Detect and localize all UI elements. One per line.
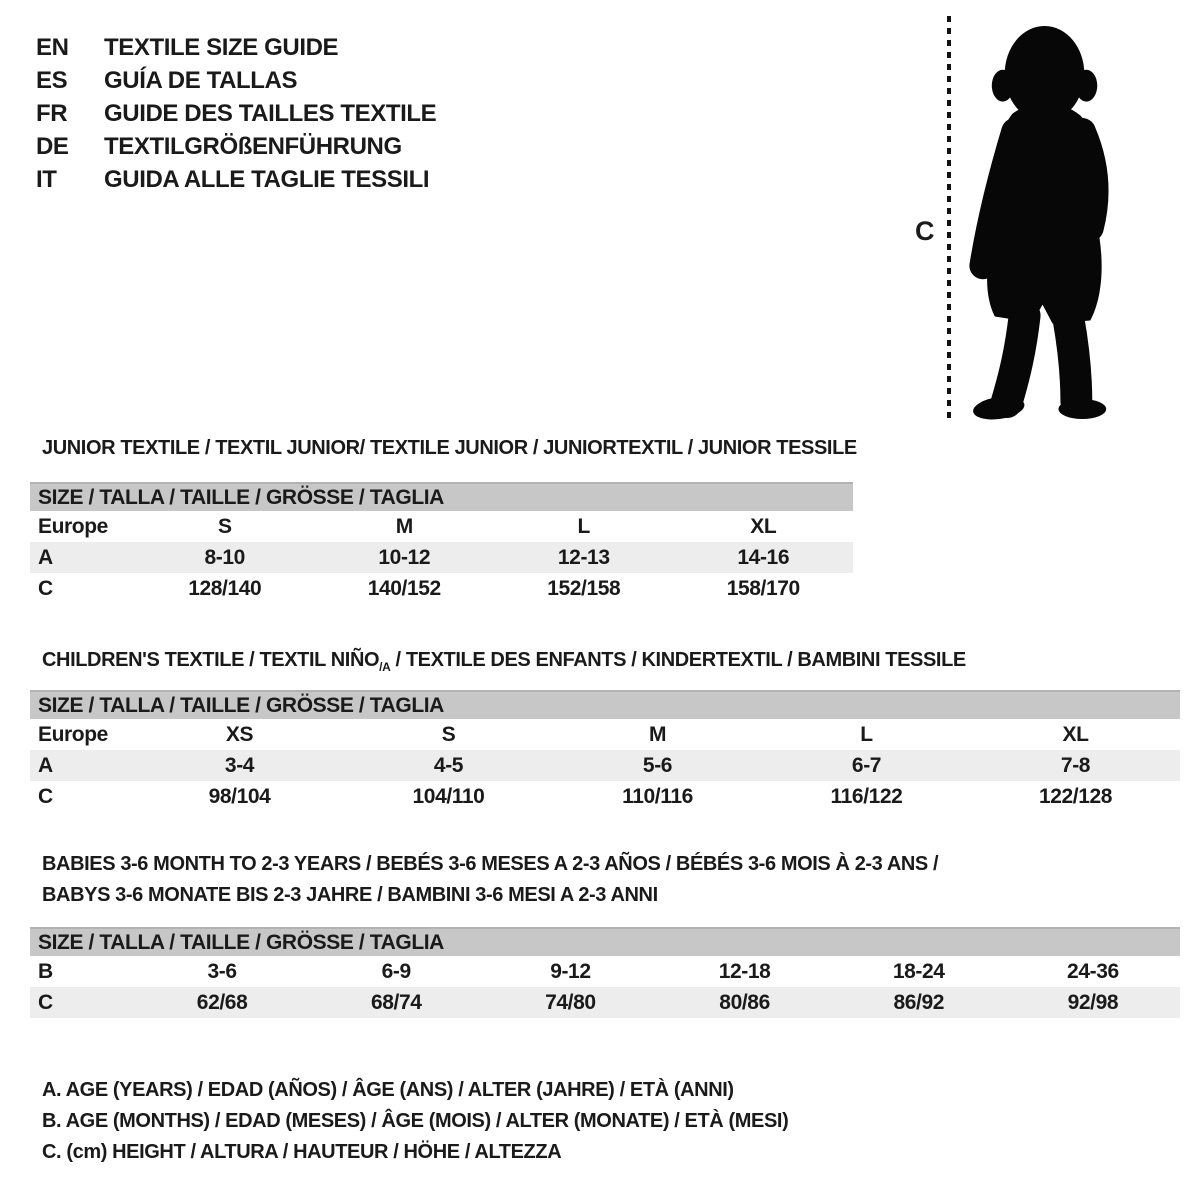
height-cell: 122/128 [1038,784,1113,808]
height-cell: 68/74 [370,990,422,1014]
toddler-silhouette-icon [962,22,1138,420]
table-row [30,956,1180,987]
table-row [30,511,853,542]
table-row [30,750,1180,781]
size-cell: L [860,722,873,746]
lang-code-it: IT [36,166,57,193]
table-row [30,719,1180,750]
age-cell: 14-16 [737,545,790,569]
row-label: C [38,784,53,808]
size-cell: XS [225,722,254,746]
age-cell: 10-12 [378,545,431,569]
row-label: C [38,576,53,600]
height-cell: 116/122 [830,784,903,808]
month-cell: 9-12 [550,959,591,983]
row-label: A [38,545,53,569]
age-cell: 12-13 [557,545,610,569]
table-row [30,781,1180,812]
children-title-part1: CHILDREN'S TEXTILE / TEXTIL NIÑO [42,649,380,671]
height-cell: 62/68 [196,990,248,1014]
height-measure-dashed-line [946,16,952,418]
children-title-part2: / TEXTILE DES ENFANTS / KINDERTEXTIL / BAMBINI TESSILE [390,649,966,671]
month-cell: 3-6 [207,959,237,983]
height-measure-label: C [915,216,935,246]
height-cell: 98/104 [208,784,271,808]
row-label: A [38,753,53,777]
children-size-header-band: SIZE / TALLA / TAILLE / GRÖSSE / TAGLIA [30,690,1180,719]
age-cell: 3-4 [224,753,255,777]
height-cell: 140/152 [367,576,441,600]
table-row [30,573,853,604]
age-cell: 4-5 [433,753,464,777]
lang-code-fr: FR [36,100,68,127]
legend-line-c: C. (cm) HEIGHT / ALTURA / HAUTEUR / HÖHE / ALTEZZA [42,1141,562,1163]
size-cell: M [648,722,667,746]
lang-code-en: EN [36,34,69,61]
size-cell: S [217,514,232,538]
size-cell: M [395,514,413,538]
month-cell: 24-36 [1067,959,1119,983]
lang-title-de: TEXTILGRÖßENFÜHRUNG [104,133,402,160]
height-cell: 74/80 [545,990,596,1014]
height-cell: 86/92 [893,990,945,1014]
babies-title-line2: BABYS 3-6 MONATE BIS 2-3 JAHRE / BAMBINI 3-6 MESI A 2-3 ANNI [42,884,658,906]
lang-title-en: TEXTILE SIZE GUIDE [104,34,339,61]
children-size-table [30,690,1180,812]
row-label: Europe [38,722,108,746]
lang-title-fr: GUIDE DES TAILLES TEXTILE [104,100,437,127]
height-cell: 80/86 [719,990,770,1014]
language-header [36,36,436,191]
babies-size-table [30,927,1180,1018]
row-label: Europe [38,514,108,538]
junior-size-table [30,482,853,604]
age-cell: 8-10 [204,545,245,569]
legend [42,1075,788,1168]
children-title-subscript: /A [379,660,391,674]
height-cell: 92/98 [1067,990,1119,1014]
legend-line-a: A. AGE (YEARS) / EDAD (AÑOS) / ÂGE (ANS) / ALTER (JAHRE) / ETÀ (ANNI) [42,1079,734,1101]
lang-code-es: ES [36,67,68,94]
row-label: B [38,959,53,983]
size-cell: XL [1062,722,1089,746]
age-cell: 7-8 [1060,753,1091,777]
age-cell: 5-6 [642,753,673,777]
height-cell: 110/116 [622,784,693,808]
month-cell: 6-9 [381,959,411,983]
row-label: C [38,990,53,1014]
size-cell: L [577,514,590,538]
month-cell: 18-24 [892,959,945,983]
height-cell: 104/110 [412,784,485,808]
junior-section-title: JUNIOR TEXTILE / TEXTIL JUNIOR/ TEXTILE JUNIOR / JUNIORTEXTIL / JUNIOR TESSILE [42,437,857,459]
lang-title-it: GUIDA ALLE TAGLIE TESSILI [104,166,430,193]
height-cell: 128/140 [188,576,262,600]
height-cell: 158/170 [726,576,800,600]
height-cell: 152/158 [547,576,621,600]
babies-size-header-band: SIZE / TALLA / TAILLE / GRÖSSE / TAGLIA [30,927,1180,956]
month-cell: 12-18 [718,959,771,983]
size-cell: XL [750,514,777,538]
table-row [30,542,853,573]
lang-title-es: GUÍA DE TALLAS [104,67,298,94]
size-cell: S [441,722,456,746]
babies-title-line1: BABIES 3-6 MONTH TO 2-3 YEARS / BEBÉS 3-6 MESES A 2-3 AÑOS / BÉBÉS 3-6 MOIS À 2-3 ANS / [42,853,939,875]
lang-code-de: DE [36,133,69,160]
legend-line-b: B. AGE (MONTHS) / EDAD (MESES) / ÂGE (MOIS) / ALTER (MONATE) / ETÀ (MESI) [42,1110,789,1132]
babies-section-title [42,849,938,911]
children-section-title [42,649,966,674]
table-row [30,987,1180,1018]
age-cell: 6-7 [851,753,882,777]
junior-size-header-band: SIZE / TALLA / TAILLE / GRÖSSE / TAGLIA [30,482,853,511]
